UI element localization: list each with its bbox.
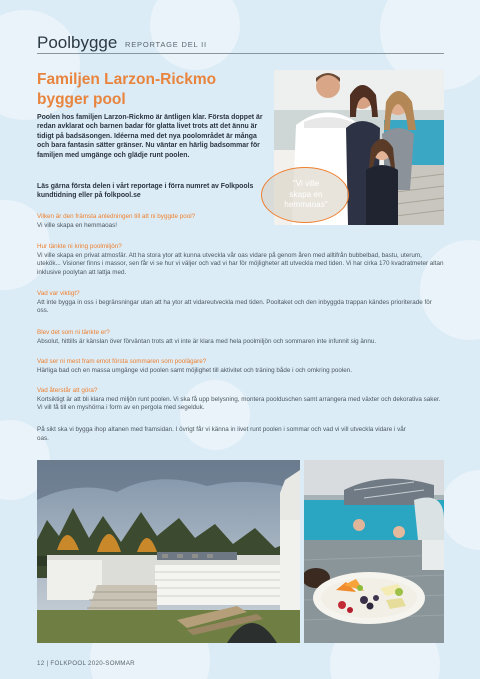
qa-answer: Härliga bad och en massa umgänge vid poolen samt möjlighet till aktivitet och träning både i och omkring poolen.	[37, 366, 353, 374]
qa-block	[37, 329, 444, 346]
qa-answer: Vi ville skapa en privat atmosfär. Att ha stora ytor att kunna utveckla vår oas vidare på genom åren med alltifrån bubbelbad, bastu, uterum, utekök... Visioner finns i massor, sen får vi se hur vi väljer och vad vi har för möjligheter att utveckla med tiden. Vi har cirka 170 kvadratmeter altan inklusive poolytan att lattja med.	[37, 251, 444, 276]
qa-question: Vad återstår att göra?	[37, 387, 98, 394]
pull-quote-line: hemmaoas"	[284, 200, 328, 209]
qa-block	[37, 358, 444, 375]
qa-question: Vilken är den främsta anledningen till att ni byggde pool?	[37, 213, 196, 220]
section-title: Poolbygge	[37, 33, 118, 52]
article-title-line-2: bygger pool	[37, 91, 126, 108]
article-lead-note: Läs gärna första delen i vårt reportage i förra numret av Folkpools kundtidning eller på folkpool.se	[37, 183, 254, 200]
qa-answer: Vi ville skapa en hemmaoas!	[37, 221, 118, 229]
qa-question: Vad var viktigt?	[37, 290, 80, 297]
qa-answer: Att inte bygga in oss i begränsningar utan att ha ytor att vidareutveckla med tiden. Pooltaket och den inbyggda trappan kändes prioriterade för oss.	[37, 298, 432, 315]
qa-answer: Absolut, hittills är känslan över förväntan trots att vi inte är klara med hela poolmiljön och sommaren inte infunnit sig ännu.	[37, 337, 377, 345]
pool-photo	[304, 460, 444, 643]
qa-block	[37, 213, 444, 230]
article-title	[37, 70, 267, 110]
qa-question: Blev det som ni tänkte er?	[37, 329, 110, 336]
pull-quote-line: "Vi ville	[292, 179, 320, 188]
qa-block	[37, 243, 444, 277]
qa-question: Vad ser ni mest fram emot första sommaren som poolägare?	[37, 358, 207, 365]
article-lead: Poolen hos familjen Larzon-Rickmo är äntligen klar. Första doppet är redan avklarat och barnen badar för glatta livet trots att det ännu är tidigt på badsäsongen. Idéerna med det nya poolområdet är många och bara fantasin sätter gränser. Nu väntar en härlig badsommar för familjen med umgänge och glädje runt poolen.	[37, 114, 263, 159]
qa-block	[37, 387, 444, 413]
qa-block	[37, 290, 444, 316]
article-closing: På sikt ska vi bygga ihop altanen med framsidan. I övrigt får vi känna in livet runt poolen i sommar och vad vi vill utveckla vidare i vår oas.	[37, 426, 406, 442]
qa-answer: Kortsiktigt är att bli klara med miljön runt poolen. Vi ska få upp belysning, montera poolduschen samt arrangera med växter och dekorativa saker. Vi vill få till en myshörna i form av en pergola med segelduk.	[37, 395, 441, 412]
qa-question: Hur tänkte ni kring poolmiljön?	[37, 243, 122, 250]
article-title-line-1: Familjen Larzon-Rickmo	[37, 71, 217, 88]
section-kicker: REPORTAGE DEL II	[125, 40, 207, 49]
page-footer: 12 | FOLKPOOL 2020-SOMMAR	[37, 660, 135, 667]
page-header	[37, 34, 444, 54]
pull-quote-text	[262, 179, 350, 211]
pull-quote-line: skapa en	[289, 189, 323, 199]
backyard-photo	[37, 460, 300, 643]
